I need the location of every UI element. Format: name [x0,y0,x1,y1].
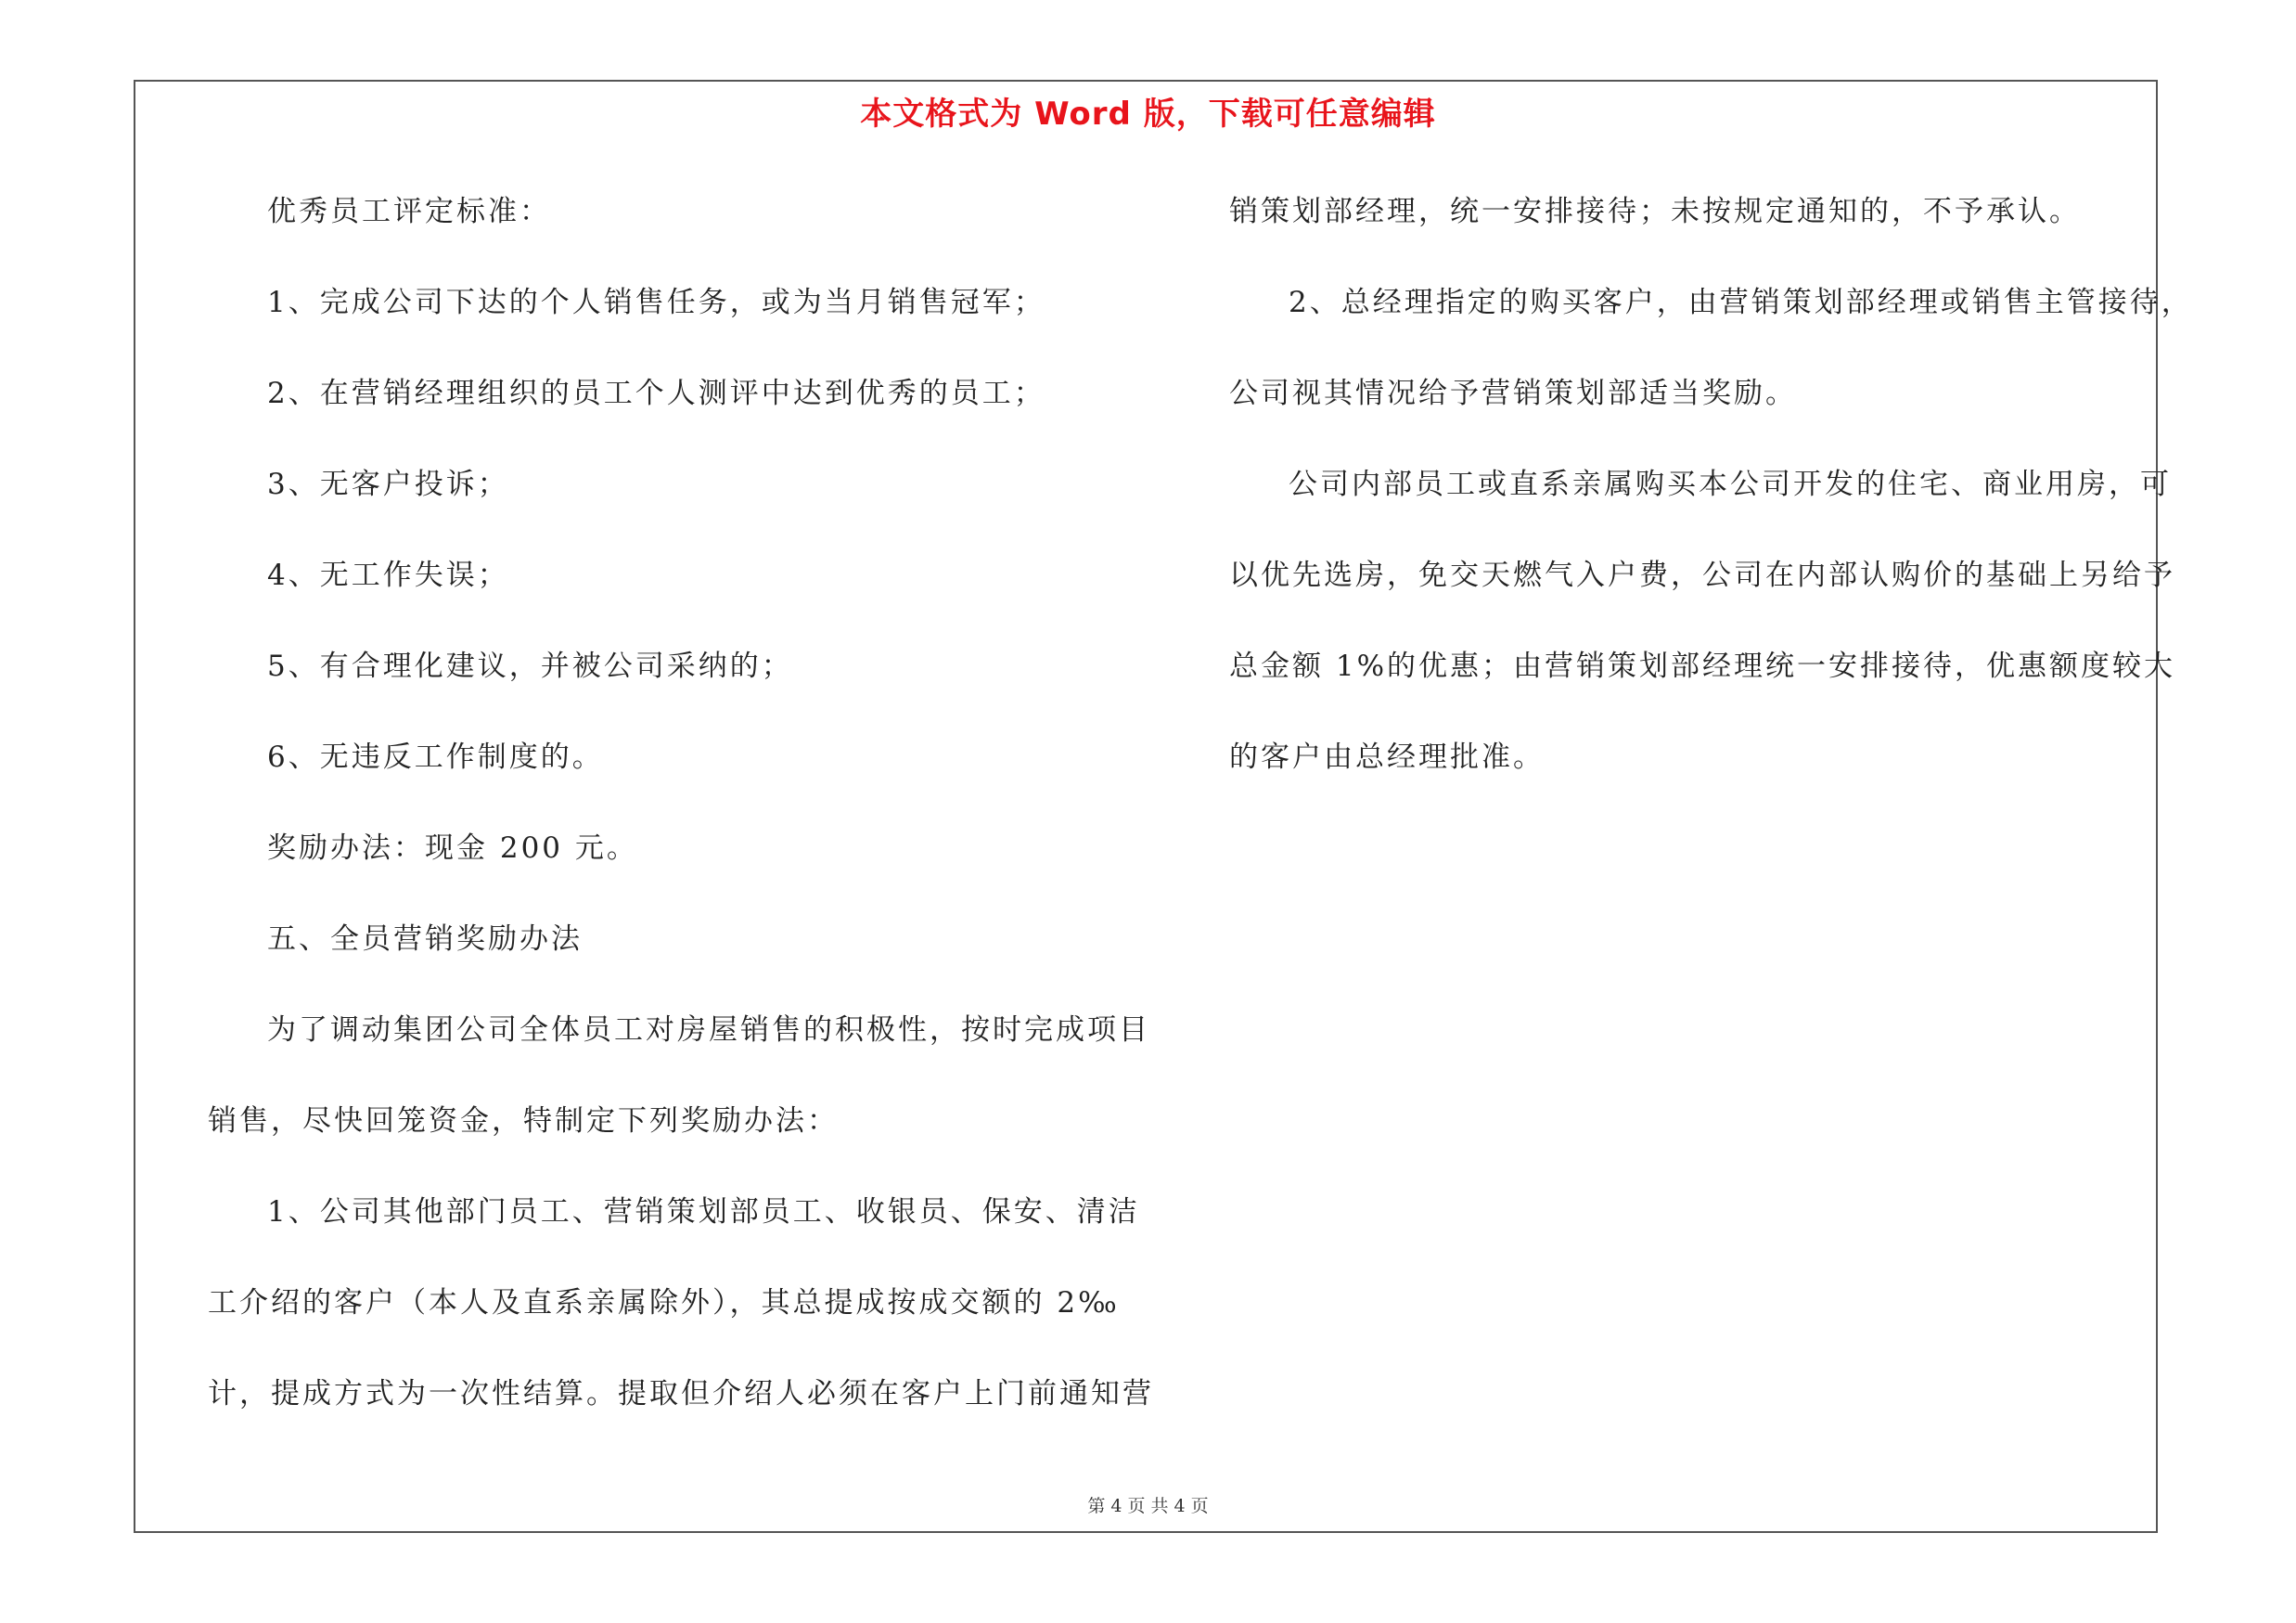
text-line: 2、总经理指定的购买客户，由营销策划部经理或销售主管接待， [1289,286,2193,319]
text-line: 为了调动集团公司全体员工对房屋销售的积极性，按时完成项目 [267,1013,1150,1047]
page-number-footer: 第 4 页 共 4 页 [1087,1496,1209,1516]
format-banner: 本文格式为 Word 版，下载可任意编辑 [860,96,1436,133]
text-line: 销售，尽快回笼资金，特制定下列奖励办法： [208,1104,839,1138]
text-line: 公司内部员工或直系亲属购买本公司开发的住宅、商业用房，可 [1289,468,2172,501]
text-line: 以优先选房，免交天燃气入户费，公司在内部认购价的基础上另给予 [1229,559,2175,592]
text-line: 1、公司其他部门员工、营销策划部员工、收银员、保安、清洁 [267,1195,1140,1229]
text-line: 3、无客户投诉； [267,468,509,501]
text-line: 销策划部经理，统一安排接待；未按规定通知的，不予承认。 [1229,195,2081,228]
text-line: 工介绍的客户（本人及直系亲属除外），其总提成按成交额的 2‰ [208,1286,1120,1320]
text-line: 计，提成方式为一次性结算。提取但介绍人必须在客户上门前通知营 [208,1377,1154,1410]
text-line: 公司视其情况给予营销策划部适当奖励。 [1229,377,1797,410]
text-line: 4、无工作失误； [267,559,509,592]
text-line: 优秀员工评定标准： [267,195,551,228]
text-line: 6、无违反工作制度的。 [267,741,604,774]
text-line: 五、全员营销奖励办法 [267,922,583,956]
text-line: 1、完成公司下达的个人销售任务，或为当月销售冠军； [267,286,1045,319]
text-line: 总金额 1%的优惠；由营销策划部经理统一安排接待，优惠额度较大 [1229,650,2176,683]
text-line: 5、有合理化建议，并被公司采纳的； [267,650,793,683]
text-line: 2、在营销经理组织的员工个人测评中达到优秀的员工； [267,377,1045,410]
text-line: 的客户由总经理批准。 [1229,741,1545,774]
text-line: 奖励办法：现金 200 元。 [267,831,638,865]
